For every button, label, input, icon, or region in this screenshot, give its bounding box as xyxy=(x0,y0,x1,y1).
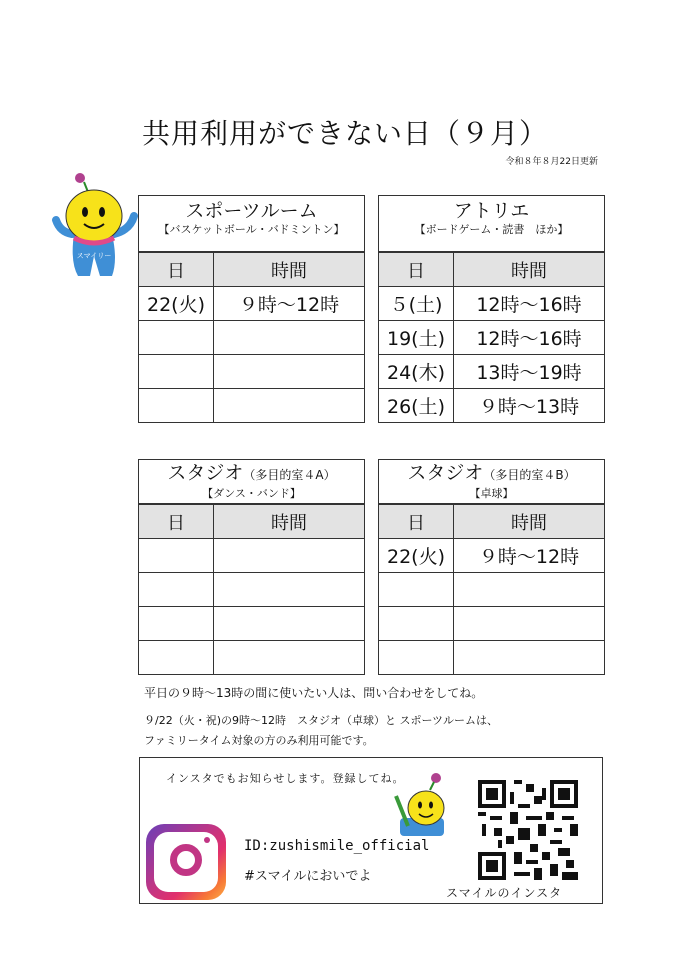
table-row xyxy=(139,573,364,607)
column-time: 時間 xyxy=(214,253,365,287)
instagram-box xyxy=(139,757,603,904)
updated-date: 令和８年８月22日更新 xyxy=(505,157,598,167)
mascot-icon xyxy=(50,172,142,284)
note-family-time: ファミリータイム対象の方のみ利用可能です。 xyxy=(144,734,374,747)
column-day: 日 xyxy=(379,253,454,287)
time-cell xyxy=(214,573,365,607)
room-description: 【卓球】 xyxy=(469,487,514,500)
table-row xyxy=(139,641,364,675)
time-cell: ９時～12時 xyxy=(454,539,605,573)
day-cell xyxy=(139,355,214,389)
panel-header xyxy=(139,460,364,504)
instagram-hashtag: #スマイルにおいでよ xyxy=(244,869,372,884)
room-name: スタジオ（多目的室４A） xyxy=(167,462,336,484)
panel-header xyxy=(139,196,364,252)
table-row xyxy=(139,389,364,423)
schedule-table xyxy=(139,252,364,422)
table-row xyxy=(139,321,364,355)
instagram-id: ID:zushismile_official xyxy=(244,838,430,854)
day-cell xyxy=(379,607,454,641)
day-cell xyxy=(139,321,214,355)
table-row xyxy=(379,539,604,573)
room-description: 【バスケットボール・バドミントン】 xyxy=(158,223,345,236)
day-cell xyxy=(379,641,454,675)
time-cell xyxy=(454,573,605,607)
table-row xyxy=(139,355,364,389)
time-cell: ９時～12時 xyxy=(214,287,365,321)
table-row xyxy=(139,287,364,321)
room-name: スタジオ（多目的室４B） xyxy=(407,462,576,484)
panel-header xyxy=(379,196,604,252)
day-cell: 22(火) xyxy=(139,287,214,321)
table-row xyxy=(379,607,604,641)
note-holiday: ９/22（火・祝)の9時～12時 スタジオ（卓球）と スポーツルームは、 xyxy=(144,714,499,727)
day-cell xyxy=(139,389,214,423)
table-row xyxy=(379,287,604,321)
day-cell: 22(火) xyxy=(379,539,454,573)
column-day: 日 xyxy=(139,253,214,287)
column-time: 時間 xyxy=(214,505,365,539)
table-row xyxy=(379,389,604,423)
note-weekday: 平日の９時～13時の間に使いたい人は、問い合わせをしてね。 xyxy=(144,686,484,700)
schedule-table xyxy=(379,252,604,422)
mascot-icon xyxy=(390,772,452,840)
column-day: 日 xyxy=(139,505,214,539)
schedule-table xyxy=(379,504,604,674)
day-cell xyxy=(139,573,214,607)
day-cell: 26(土) xyxy=(379,389,454,423)
panel-studio-4b xyxy=(378,459,605,675)
room-sub: （多目的室４A） xyxy=(243,468,336,482)
time-cell: 13時～19時 xyxy=(454,355,605,389)
panel-atelier xyxy=(378,195,605,423)
table-row xyxy=(379,355,604,389)
time-cell: 12時～16時 xyxy=(454,287,605,321)
time-cell xyxy=(454,641,605,675)
column-day: 日 xyxy=(379,505,454,539)
room-name: アトリエ xyxy=(453,200,530,222)
panel-studio-4a xyxy=(138,459,365,675)
time-cell xyxy=(214,321,365,355)
column-time: 時間 xyxy=(454,505,605,539)
column-time: 時間 xyxy=(454,253,605,287)
panel-sports-room xyxy=(138,195,365,423)
time-cell xyxy=(214,355,365,389)
time-cell xyxy=(214,539,365,573)
time-cell: ９時～13時 xyxy=(454,389,605,423)
table-row xyxy=(139,607,364,641)
day-cell: 24(木) xyxy=(379,355,454,389)
table-row xyxy=(139,539,364,573)
day-cell: 19(土) xyxy=(379,321,454,355)
instagram-announce: インスタでもお知らせします。登録してね。 xyxy=(166,772,405,785)
time-cell xyxy=(214,607,365,641)
room-description: 【ボードゲーム・読書 ほか】 xyxy=(414,223,569,236)
day-cell xyxy=(139,539,214,573)
page-title: 共用利用ができない日（９月） xyxy=(141,117,548,150)
time-cell: 12時～16時 xyxy=(454,321,605,355)
day-cell xyxy=(139,641,214,675)
mascot-label: スマイリー xyxy=(76,252,112,260)
panel-header xyxy=(379,460,604,504)
room-description: 【ダンス・バンド】 xyxy=(202,487,301,500)
instagram-caption: スマイルのインスタ xyxy=(446,886,563,900)
table-row xyxy=(379,321,604,355)
table-row xyxy=(379,573,604,607)
qr-code-icon[interactable] xyxy=(478,780,578,880)
schedule-table xyxy=(139,504,364,674)
time-cell xyxy=(214,389,365,423)
day-cell xyxy=(139,607,214,641)
instagram-icon xyxy=(146,824,226,900)
time-cell xyxy=(214,641,365,675)
time-cell xyxy=(454,607,605,641)
day-cell: ５(土) xyxy=(379,287,454,321)
room-sub: （多目的室４B） xyxy=(483,468,576,482)
day-cell xyxy=(379,573,454,607)
room-name: スポーツルーム xyxy=(185,200,318,222)
table-row xyxy=(379,641,604,675)
